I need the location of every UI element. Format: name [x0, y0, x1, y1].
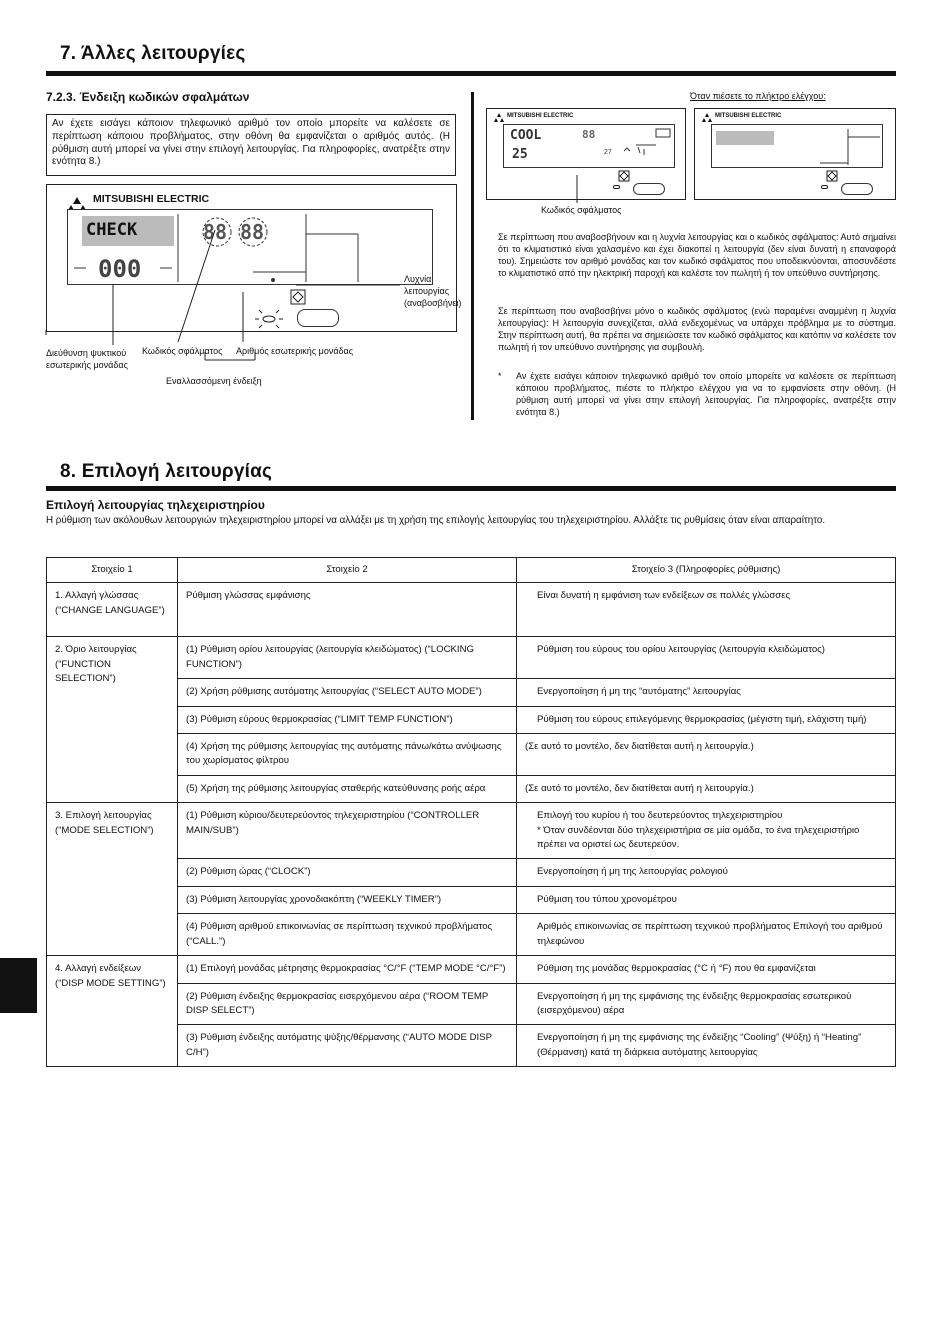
item2-cell: (4) Χρήση της ρύθμισης λειτουργίας της αυτόματης πάνω/κάτω ανύψωσης του χωρίσματος φίλτρου: [178, 734, 517, 776]
lcd-error-code: 88: [203, 220, 228, 244]
mini-lcd-num: 27: [604, 149, 612, 156]
section8-intro: Η ρύθμιση των ακόλουθων λειτουργιών τηλεχειριστηρίου μπορεί να αλλάξει με τη χρήση της επιλογής λειτουργίας του τηλεχειριστηρίου. Αλλάξτε τις ρυθμίσεις όταν είναι απαραίτητο.: [46, 515, 826, 526]
right-caption: Όταν πιέσετε το πλήκτρο ελέγχου:: [690, 91, 826, 101]
section8-subtitle: Επιλογή λειτουργίας τηλεχειριστηρίου: [46, 498, 265, 512]
table-header: Στοιχείο 2: [178, 558, 517, 583]
item2-cell: (1) Επιλογή μονάδας μέτρησης θερμοκρασίας °C/°F (“TEMP MODE °C/°F”): [178, 956, 517, 983]
item3-cell: [517, 803, 896, 859]
label-unit-number: Αριθμός εσωτερικής μονάδας: [236, 346, 354, 356]
paragraph-2: Σε περίπτωση που αναβοσβήνει μόνο ο κωδικός σφάλματος (ενώ παραμένει αναμμένη η λυχνία λειτουργίας): Η λειτουργία συνεχίζεται, αλλά ενδεχομένως να υπάρχει πρόβλημα με το σύστημα. Στην περίπτωση αυτή, θα πρέπει να σημειώσετε τον κωδικό σφάλματος και κατόπιν να καλέσετε τον πωλητή ή τον υπεύθυνο συντήρησης για συμβουλή.: [498, 306, 896, 352]
mini-label-error: Κωδικός σφάλματος: [541, 205, 622, 215]
section7-subtitle: 7.2.3. Ένδειξη κωδικών σφαλμάτων: [46, 90, 250, 104]
table-row: [47, 956, 896, 983]
item1-cell: 2. Όριο λειτουργίας (“FUNCTION SELECTION”): [47, 637, 178, 803]
item3-cell: Ρύθμιση της μονάδας θερμοκρασίας (°C ή °F) που θα εμφανίζεται: [517, 956, 896, 983]
mini-lcd-icons-icon: [504, 125, 676, 169]
section7-title: 7. Άλλες λειτουργίες: [60, 43, 246, 64]
mini-lcd: [503, 124, 675, 168]
mini-lcd-temp: 25: [512, 147, 528, 162]
page-edge-tab: [0, 958, 37, 1013]
table-row: [47, 583, 896, 637]
item3-cell: Ενεργοποίηση ή μη της εμφάνισης της ένδειξης θερμοκρασίας εσωτερικού (εισερχόμενου) αέρα: [517, 983, 896, 1025]
item2-cell: (5) Χρήση της ρύθμισης λειτουργίας σταθερής κατεύθυνσης ροής αέρα: [178, 775, 517, 802]
item3-cell: Αριθμός επικοινωνίας σε περίπτωση τεχνικού προβλήματος Επιλογή του αριθμού τηλεφώνου: [517, 914, 896, 956]
item2-cell: (3) Ρύθμιση λειτουργίας χρονοδιακόπτη (“WEEKLY TIMER”): [178, 886, 517, 913]
table-row: [47, 803, 896, 859]
item2-cell: (1) Ρύθμιση κύριου/δευτερεύοντος τηλεχειριστηρίου (“CONTROLLER MAIN/SUB”): [178, 803, 517, 859]
note-box: Αν έχετε εισάγει κάποιον τηλεφωνικό αριθμό τον οποίο μπορείτε να καλέσετε σε περίπτωση κάποιου προβλήματος, στην οθόνη θα εμφανίζεται ο αριθμός αυτός. (Η ρύθμιση αυτή μπορεί να γίνει στην επιλογή λειτουργίας. Για πληροφορίες, ανατρέξτε στην ενότητα 8.): [46, 114, 456, 176]
mini-lcd-code: 88: [582, 128, 596, 141]
column-divider: [471, 92, 474, 420]
lcd-unit-number: 88: [240, 220, 265, 244]
paragraph-3: Αν έχετε εισάγει κάποιον τηλεφωνικό αριθμό τον οποίο μπορείτε να καλέσετε σε περίπτωση κάποιου προβλήματος, πιέστε το πλήκτρο ελέγχου για να το εμφανίσετε στην οθόνη. (Η ρύθμιση αυτή μπορεί να γίνει στην επιλογή λειτουργίας. Για πληροφορίες, ανατρέξτε στην ενότητα 8.): [516, 371, 896, 417]
item1-cell: 3. Επιλογή λειτουργίας (“MODE SELECTION”): [47, 803, 178, 956]
item2-cell: (2) Ρύθμιση ένδειξης θερμοκρασίας εισερχόμενου αέρα (“ROOM TEMP DISP SELECT”): [178, 983, 517, 1025]
note-star: *: [498, 371, 502, 381]
item2-cell: Ρύθμιση γλώσσας εμφάνισης: [178, 583, 517, 637]
item3-cell: Ενεργοποίηση ή μη της “αυτόματης” λειτουργίας: [517, 679, 896, 706]
table-row: [47, 637, 896, 679]
mini-callout-line-icon: [560, 175, 600, 205]
mini-lcd-lines-icon: [712, 125, 884, 169]
mini-lcd-phone: [711, 124, 883, 168]
item2-cell: (1) Ρύθμιση ορίου λειτουργίας (λειτουργία κλειδώματος) (“LOCKING FUNCTION”): [178, 637, 517, 679]
function-selection-table: [46, 557, 896, 1067]
item1-cell: 4. Αλλαγή ενδείξεων (“DISP MODE SETTING”): [47, 956, 178, 1067]
item2-cell: (2) Χρήση ρύθμισης αυτόματης λειτουργίας (“SELECT AUTO MODE”): [178, 679, 517, 706]
label-error-code: Κωδικός σφάλματος: [142, 346, 223, 356]
mini-lcd-cool: COOL: [510, 128, 542, 143]
item3-text: Επιλογή του κυρίου ή του δευτερεύοντος τηλεχειριστηρίου: [537, 810, 783, 822]
check-button-icon: [826, 170, 838, 182]
section7-rule: [46, 71, 896, 76]
section8-title: 8. Επιλογή λειτουργίας: [60, 461, 273, 482]
item3-cell: Ρύθμιση του εύρους του ορίου λειτουργίας (λειτουργία κλειδώματος): [517, 637, 896, 679]
paragraph-1: Σε περίπτωση που αναβοσβήνουν και η λυχνία λειτουργίας και ο κωδικός σφάλματος: Αυτό σημαίνει ότι το κλιματιστικό είναι χαλασμένο και έχει διακοπεί η λειτουργία (δεν είναι δυνατή η επαναφορά του). Σημειώστε τον αριθμό μονάδας και τον κωδικό σφάλματος που υποδεικνύονται, αποσυνδέστε το κλιματιστικό από την ηλεκτρική παροχή και καλέστε τον πωλητή ή τον υπεύθυνο συντήρησης.: [498, 232, 896, 278]
item3-cell: (Σε αυτό το μοντέλο, δεν διατίθεται αυτή η λειτουργία.): [517, 734, 896, 776]
brand-name: MITSUBISHI ELECTRIC: [93, 193, 210, 205]
label-alternating: Εναλλασσόμενη ένδειξη: [166, 376, 262, 386]
item3-cell: Ρύθμιση του τύπου χρονομέτρου: [517, 886, 896, 913]
label-address: Διεύθυνση ψυκτικού εσωτερικής μονάδας: [46, 348, 128, 370]
mini-brand: MITSUBISHI ELECTRIC: [507, 113, 574, 119]
item2-cell: (3) Ρύθμιση εύρους θερμοκρασίας (“LIMIT TEMP FUNCTION”): [178, 706, 517, 733]
item2-cell: (4) Ρύθμιση αριθμού επικοινωνίας σε περίπτωση τεχνικού προβλήματος (“CALL.”): [178, 914, 517, 956]
lcd-address: 000: [98, 255, 142, 283]
table-header-row: [47, 558, 896, 583]
item2-cell: (2) Ρύθμιση ώρας (“CLOCK”): [178, 859, 517, 886]
label-indicator: Λυχνία λειτουργίας (αναβοσβήνει): [404, 274, 462, 308]
check-button-icon: [618, 170, 630, 182]
item3-cell: (Σε αυτό το μοντέλο, δεν διατίθεται αυτή η λειτουργία.): [517, 775, 896, 802]
item3-cell: Είναι δυνατή η εμφάνιση των ενδείξεων σε πολλές γλώσσες: [517, 583, 896, 637]
item2-cell: (3) Ρύθμιση ένδειξης αυτόματης ψύξης/θέρμανσης (“AUTO MODE DISP C/H”): [178, 1025, 517, 1067]
brand-logo-icon: [492, 113, 506, 123]
mini-on-off-button[interactable]: [633, 183, 665, 195]
section8-rule: [46, 486, 896, 491]
item3-note: * Όταν συνδέονται δύο τηλεχειριστήρια σε μία ομάδα, το ένα τηλεχειριστήριο πρέπει να οριστεί ως δευτερεύον.: [537, 824, 860, 851]
item3-cell: Ενεργοποίηση ή μη της εμφάνισης της ένδειξης “Cooling” (Ψύξη) ή “Heating” (Θέρμανση) κατά τη διάρκεια αυτόματης λειτουργίας: [517, 1025, 896, 1067]
mini-remote-right: [694, 108, 896, 200]
item3-cell: Ρύθμιση του εύρους επιλεγόμενης θερμοκρασίας (μέγιστη τιμή, ελάχιστη τιμή): [517, 706, 896, 733]
mini-brand: MITSUBISHI ELECTRIC: [715, 113, 782, 119]
item3-cell: Ενεργοποίηση ή μη της λειτουργίας ρολογιού: [517, 859, 896, 886]
mini-on-off-button[interactable]: [841, 183, 873, 195]
mini-lamp: [821, 185, 828, 189]
item1-cell: 1. Αλλαγή γλώσσας (“CHANGE LANGUAGE”): [47, 583, 178, 637]
table-header: Στοιχείο 3 (Πληροφορίες ρύθμισης): [517, 558, 896, 583]
brand-logo-icon: [700, 113, 714, 123]
mini-lamp: [613, 185, 620, 189]
table-header: Στοιχείο 1: [47, 558, 178, 583]
lcd-check-text: CHECK: [86, 220, 138, 240]
